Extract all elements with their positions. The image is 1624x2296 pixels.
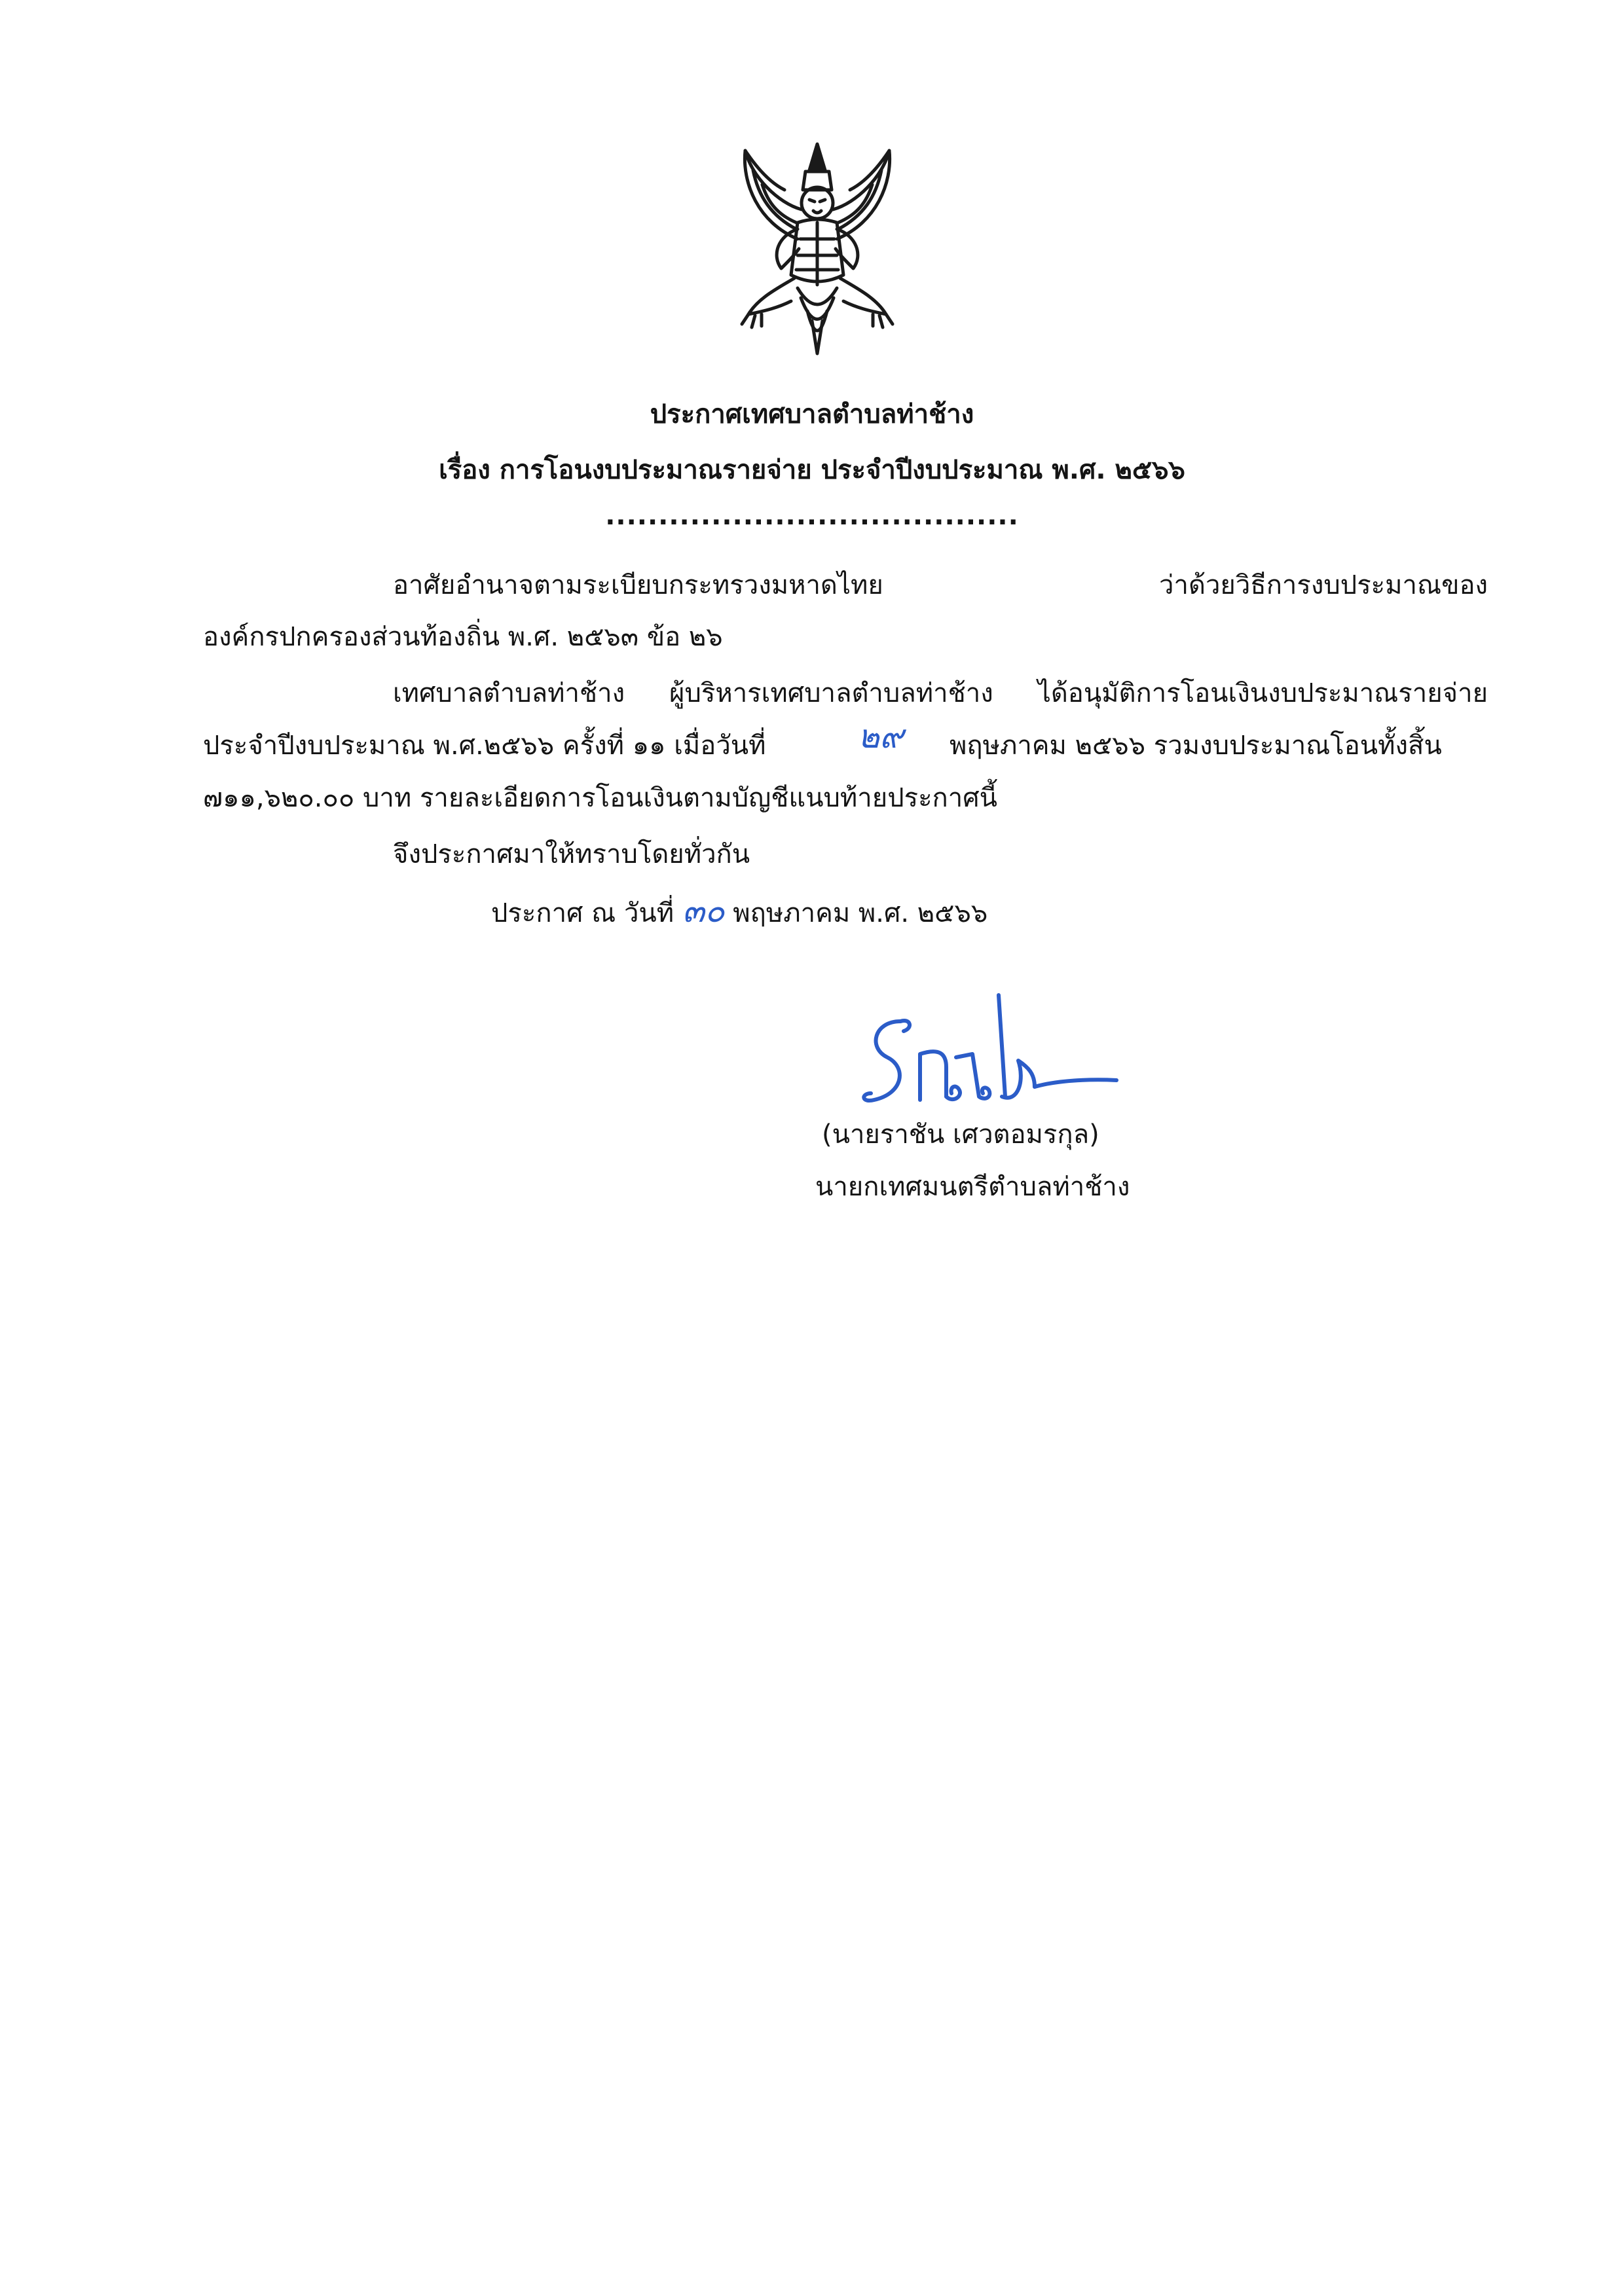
paragraph-2-line-2-start: ประจำปีงบประมาณ พ.ศ.๒๕๖๖ ครั้งที่ ๑๑ เมื่อวันที่ [203,731,766,761]
signatory-name: (นายราชัน เศวตอมรกุล) [822,1120,1099,1150]
paragraph-2-line-1: เทศบาลตำบลท่าช้าง ผู้บริหารเทศบาลตำบลท่าช้าง ได้อนุมัติการโอนเงินงบประมาณรายจ่าย [393,678,1488,708]
signatory-position: นายกเทศมนตรีตำบลท่าช้าง [815,1172,1130,1202]
paragraph-1-line-2: องค์กรปกครองส่วนท้องถิ่น พ.ศ. ๒๕๖๓ ข้อ ๒๖ [203,622,723,652]
announcement-title: ประกาศเทศบาลตำบลท่าช้าง [650,399,974,429]
paragraph-2-line-2-end: พฤษภาคม ๒๕๖๖ รวมงบประมาณโอนทั้งสิ้น [950,731,1442,761]
handwritten-date-day: ๓๐ [682,892,725,930]
date-prefix: ประกาศ ณ วันที่ [491,898,674,928]
announcement-subject: เรื่อง การโอนงบประมาณรายจ่าย ประจำปีงบประมาณ พ.ศ. ๒๕๖๖ [439,455,1185,485]
garuda-emblem-icon [732,124,902,360]
paragraph-3: จึงประกาศมาให้ทราบโดยทั่วกัน [393,839,750,869]
handwritten-day: ๒๙ [858,718,904,756]
announcement-date [491,892,987,932]
date-suffix: พฤษภาคม พ.ศ. ๒๕๖๖ [733,898,988,928]
paragraph-2-line-3: ๗๑๑,๖๒๐.๐๐ บาท รายละเอียดการโอนเงินตามบัญชีแนบท้ายประกาศนี้ [203,783,997,813]
handwritten-signature [848,982,1123,1113]
paragraph-1-line-1: อาศัยอำนาจตามระเบียบกระทรวงมหาดไทย ว่าด้วยวิธีการงบประมาณของ [393,570,1488,600]
title-separator: ....................................... [605,501,1019,531]
